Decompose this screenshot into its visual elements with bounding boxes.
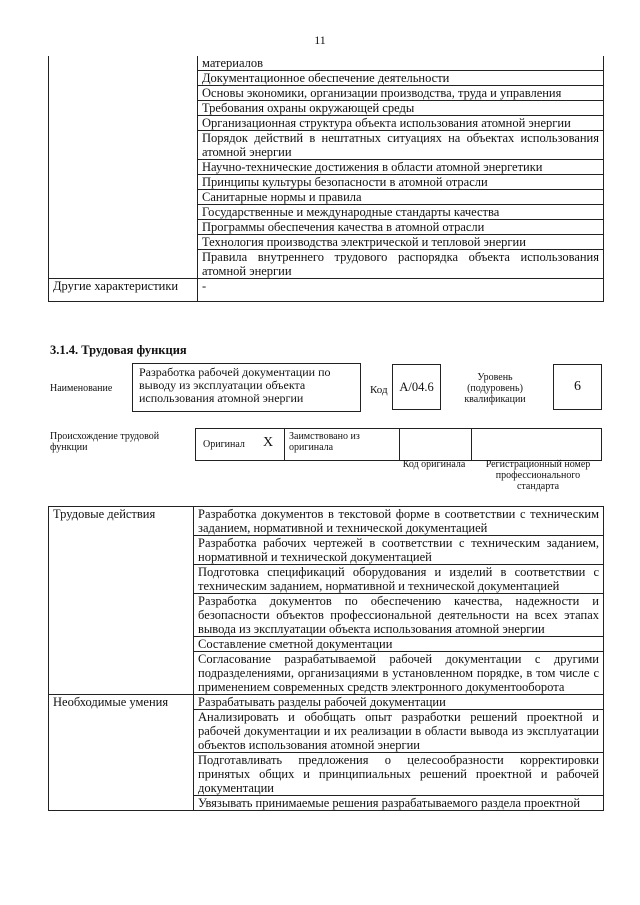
labor-actions-label: Трудовые действия (49, 507, 194, 695)
list-item: Разработка документов по обеспечению качества, надежности и безопасности объектов профессиональной деятельности на всех этапах вывода из эксплуатации объекта использования атомной энергии (194, 594, 604, 637)
origin-label: Происхождение трудовой функции (50, 431, 160, 453)
list-item: Порядок действий в нештатных ситуациях на объектах использования атомной энергии (198, 131, 604, 160)
other-characteristics-label: Другие характеристики (49, 279, 198, 302)
table-row (49, 279, 604, 302)
code-original-label: Код оригинала (402, 459, 466, 470)
list-item: Технология производства электрической и тепловой энергии (198, 235, 604, 250)
list-item: Государственные и международные стандарты качества (198, 205, 604, 220)
function-name-box: Разработка рабочей документации по выводу из эксплуатации объекта использования атомной энергии (132, 363, 361, 412)
original-label: Оригинал (203, 439, 245, 450)
original-mark: X (263, 435, 274, 450)
divider (284, 429, 285, 460)
skills-label: Необходимые умения (49, 695, 194, 811)
labor-function-table (48, 506, 604, 811)
list-item: Согласование разрабатываемой рабочей документации с другими подразделениями, организациями в установленном порядке, в том числе с применением современных средств электронного документооборота (194, 652, 604, 695)
level-label: Уровень (подуровень) квалификации (464, 372, 526, 405)
divider (471, 429, 472, 460)
reg-number-label: Регистрационный номер профессионального стандарта (485, 459, 591, 492)
list-item: Разработка рабочих чертежей в соответствии с техническим заданием, нормативной и технической документацией (194, 536, 604, 565)
list-item: Анализировать и обобщать опыт разработки решений проектной и рабочей документации и их реализации в области вывода из эксплуатации объектов использования атомной энергии (194, 710, 604, 753)
table-row (49, 695, 604, 710)
section-title: 3.1.4. Трудовая функция (50, 343, 187, 357)
list-item: Санитарные нормы и правила (198, 190, 604, 205)
knowledge-table (48, 56, 604, 302)
list-item: Правила внутреннего трудового распорядка объекта использования атомной энергии (198, 250, 604, 279)
code-value: A/04.6 (392, 364, 441, 410)
list-item: материалов (198, 56, 604, 71)
list-item: Разработка документов в текстовой форме в соответствии с техническим заданием, нормативной и технической документацией (194, 507, 604, 536)
list-item: Документационное обеспечение деятельности (198, 71, 604, 86)
origin-box (195, 428, 602, 461)
divider (399, 429, 400, 460)
list-item: Составление сметной документации (194, 637, 604, 652)
list-item: Программы обеспечения качества в атомной отрасли (198, 220, 604, 235)
list-item: Организационная структура объекта использования атомной энергии (198, 116, 604, 131)
list-item: Подготавливать предложения о целесообразности корректировки принятых общих и принципиальных решений проектной и рабочей документации (194, 753, 604, 796)
table-row (49, 507, 604, 536)
list-item: Принципы культуры безопасности в атомной отрасли (198, 175, 604, 190)
level-value: 6 (553, 364, 602, 410)
list-item: Увязывать принимаемые решения разрабатываемого раздела проектной (194, 796, 604, 811)
name-label: Наименование (50, 383, 113, 394)
list-item: Основы экономики, организации производства, труда и управления (198, 86, 604, 101)
list-item: Требования охраны окружающей среды (198, 101, 604, 116)
list-item: Разрабатывать разделы рабочей документации (194, 695, 604, 710)
other-characteristics-value: - (198, 279, 604, 302)
list-item: Научно-технические достижения в области атомной энергетики (198, 160, 604, 175)
code-label: Код (370, 384, 388, 396)
list-item: Подготовка спецификаций оборудования и изделий в соответствии с техническим заданием, нормативной и технической документацией (194, 565, 604, 594)
borrowed-label: Заимствовано из оригинала (289, 431, 360, 453)
table-row (49, 56, 604, 71)
page-number: 11 (314, 33, 326, 47)
